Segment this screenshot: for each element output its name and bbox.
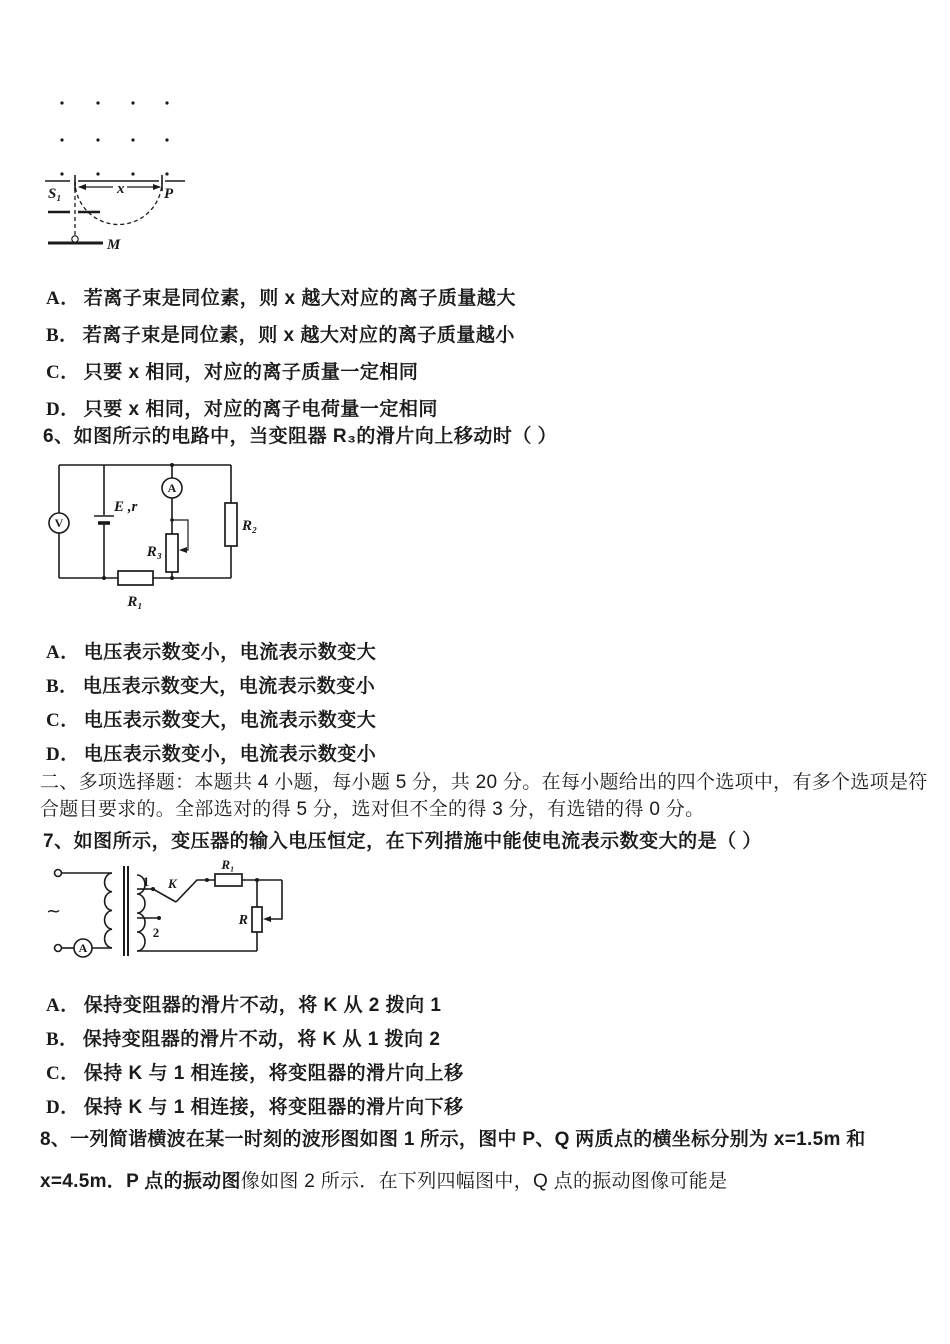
q6-stem: 6、如图所示的电路中，当变阻器 R₃的滑片向上移动时（ ） — [43, 426, 558, 447]
option-letter: A． — [46, 994, 80, 1016]
option-letter: B． — [46, 325, 79, 346]
option-text: 电压表示数变大，电流表示数变大 — [83, 709, 377, 731]
rheostat-arrow — [179, 547, 187, 553]
junction-dots — [102, 463, 174, 580]
option-letter: B． — [46, 1028, 79, 1050]
option-text: 只要 x 相同，对应的离子电荷量一定相同 — [83, 399, 438, 420]
r1-label: R₁ — [221, 857, 235, 872]
ammeter-letter: A — [78, 941, 88, 955]
ac-source-symbol: ~ — [46, 901, 62, 922]
ammeter-letter: A — [167, 481, 177, 495]
option-text: 保持 K 与 1 相连接，将变阻器的滑片向下移 — [83, 1096, 464, 1118]
circuit-figure-q6 — [48, 458, 263, 613]
switch-to-r1-wire — [176, 880, 215, 902]
circuit-wires — [59, 465, 231, 578]
option-letter: C． — [46, 709, 80, 731]
option-text: 若离子束是同位素，则 x 越大对应的离子质量越大 — [83, 288, 516, 309]
option-text: 电压表示数变小，电流表示数变小 — [83, 743, 377, 765]
r3-label: R₃ — [146, 544, 162, 560]
slit-s1-label: S₁ — [48, 186, 62, 202]
q7-option-b — [46, 1020, 464, 1054]
q8-stem — [40, 1119, 935, 1203]
point-p-label: P — [164, 186, 174, 202]
rheostat-r — [252, 907, 271, 932]
option-letter: A． — [46, 641, 80, 663]
transformer-figure-q7 — [40, 857, 300, 968]
q8-stem-part2: 像如图 2 所示．在下列四幅图中，Q 点的振动图像可能是 — [240, 1171, 728, 1192]
ammeter-symbol — [74, 939, 92, 957]
q8-stem-part1: 8、一列简谐横波在某一时刻的波形图如图 1 所示，图中 P、Q 两质点的横坐标分别为 x=1.5m 和 x=4.5m．P 点的振动图 — [40, 1129, 866, 1192]
q5-option-a — [46, 278, 516, 315]
emf-label: E ,r — [114, 499, 138, 515]
distance-label: x — [117, 181, 125, 197]
option-text: 保持变阻器的滑片不动，将 K 从 1 拨向 2 — [82, 1028, 441, 1050]
option-text: 电压表示数变大，电流表示数变小 — [82, 675, 376, 697]
section2-instructions: 二、多项选择题：本题共 4 小题，每小题 5 分，共 20 分。在每小题给出的四个选项中，有多个选项是符合题目要求的。全部选对的得 5 分，选对但不全的得 3 分，有选错的得 0 分。 — [40, 772, 928, 820]
option-letter: B． — [46, 675, 79, 697]
mass-spectrometer-figure — [45, 85, 245, 257]
tap-2-contact — [137, 916, 161, 940]
q6-option-d — [46, 735, 376, 769]
q6-option-a — [46, 633, 376, 667]
option-text: 若离子束是同位素，则 x 越大对应的离子质量越小 — [82, 325, 515, 346]
transformer-core — [124, 866, 128, 956]
tap-2-label: 2 — [152, 925, 160, 940]
option-letter: A． — [46, 288, 80, 309]
resistor-r2 — [225, 503, 237, 546]
q6-options — [46, 633, 376, 769]
option-letter: D． — [46, 1096, 80, 1118]
source-plate-m — [48, 236, 103, 243]
r1-label: R₁ — [127, 594, 143, 610]
q7-option-c — [46, 1054, 464, 1088]
option-letter: C． — [46, 362, 80, 383]
r-label: R — [238, 913, 248, 928]
ammeter-symbol — [162, 478, 182, 498]
option-text: 电压表示数变小，电流表示数变大 — [83, 641, 377, 663]
q7-option-a — [46, 986, 464, 1020]
voltmeter-symbol — [49, 513, 69, 533]
magnetic-field-dots — [60, 101, 168, 175]
q5-option-b — [46, 315, 516, 352]
option-letter: D． — [46, 399, 80, 420]
option-text: 保持变阻器的滑片不动，将 K 从 2 拨向 1 — [83, 994, 442, 1016]
q7-option-d — [46, 1088, 464, 1122]
tap-1-contact — [137, 874, 155, 891]
q7-stem: 7、如图所示，变压器的输入电压恒定，在下列措施中能使电流表示数变大的是（ ） — [43, 831, 762, 852]
q6-option-c — [46, 701, 376, 735]
battery-symbol — [94, 516, 114, 523]
q7-options — [46, 986, 464, 1122]
q5-option-c — [46, 352, 516, 389]
r2-label: R₂ — [242, 518, 258, 534]
tap-1-label: 1 — [142, 874, 150, 889]
option-text: 只要 x 相同，对应的离子质量一定相同 — [83, 362, 419, 383]
option-letter: C． — [46, 1062, 80, 1084]
option-text: 保持 K 与 1 相连接，将变阻器的滑片向上移 — [83, 1062, 464, 1084]
primary-coil — [105, 873, 112, 948]
rheostat-arrow — [263, 916, 271, 922]
voltmeter-letter: V — [54, 516, 64, 530]
option-letter: D． — [46, 743, 80, 765]
plate-m-label: M — [107, 237, 121, 253]
resistor-r1 — [215, 874, 242, 886]
switch-k-label: K — [168, 876, 177, 891]
distance-dimension — [78, 181, 161, 197]
resistor-r1 — [118, 571, 153, 585]
q5-options — [46, 278, 516, 426]
q6-option-b — [46, 667, 376, 701]
rheostat-r3 — [166, 518, 188, 572]
